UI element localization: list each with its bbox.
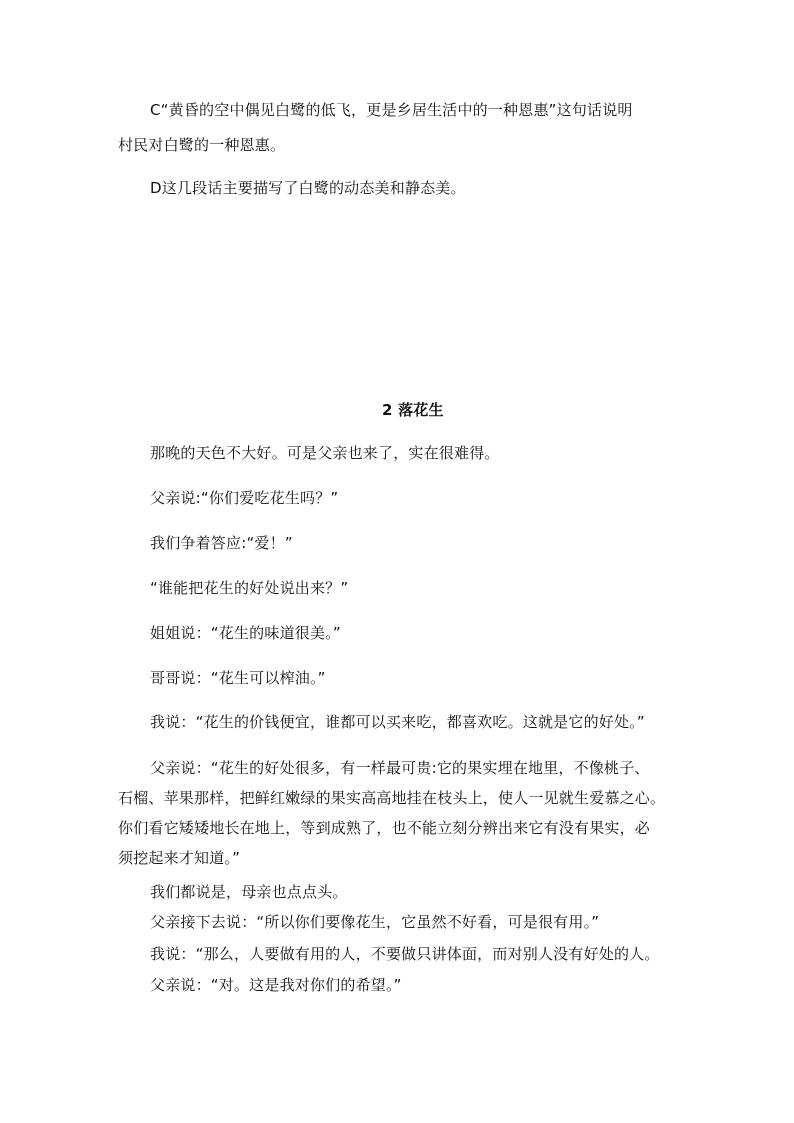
paragraph: 姐姐说：“花生的味道很美。”: [150, 624, 341, 642]
paragraph: 我们争着答应:“爱！”: [150, 534, 293, 552]
lesson-title: [382, 400, 444, 420]
closing-line: 父亲接下去说：“所以你们要像花生，它虽然不好看，可是很有用。”: [150, 913, 600, 931]
father-speech-line: 你们看它矮矮地长在地上，等到成熟了，也不能立刻分辨出来它有没有果实，必: [118, 819, 651, 837]
father-speech-line: 须挖起来才知道。”: [118, 849, 241, 867]
lesson-name: 落花生: [398, 401, 444, 419]
lesson-number: 2: [382, 401, 393, 419]
father-speech-line: 石榴、苹果那样，把鲜红嫩绿的果实高高地挂在枝头上，使人一见就生爱慕之心。: [118, 789, 666, 807]
option-c-line-2: 村民对白鹭的一种恩惠。: [118, 136, 286, 154]
paragraph: “谁能把花生的好处说出来？”: [150, 579, 349, 597]
paragraph: 父亲说:“你们爱吃花生吗？”: [150, 489, 339, 507]
option-c-line-1: C“黄昏的空中偶见白鹭的低飞，更是乡居生活中的一种恩惠”这句话说明: [150, 101, 633, 119]
paragraph: 哥哥说：“花生可以榨油。”: [150, 669, 326, 687]
closing-line: 父亲说：“对。这是我对你们的希望。”: [150, 976, 402, 994]
closing-line: 我说：“那么，人要做有用的人，不要做只讲体面，而对别人没有好处的人。: [150, 945, 660, 963]
closing-line: 我们都说是，母亲也点点头。: [150, 883, 348, 901]
father-speech-line: 父亲说：“花生的好处很多，有一样最可贵:它的果实埋在地里，不像桃子、: [150, 759, 650, 777]
paragraph: 那晚的天色不大好。可是父亲也来了，实在很难得。: [150, 444, 500, 462]
option-d: D这几段话主要描写了白鹭的动态美和静态美。: [150, 179, 466, 197]
paragraph: 我说：“花生的价钱便宜，谁都可以买来吃，都喜欢吃。这就是它的好处。”: [150, 713, 645, 731]
